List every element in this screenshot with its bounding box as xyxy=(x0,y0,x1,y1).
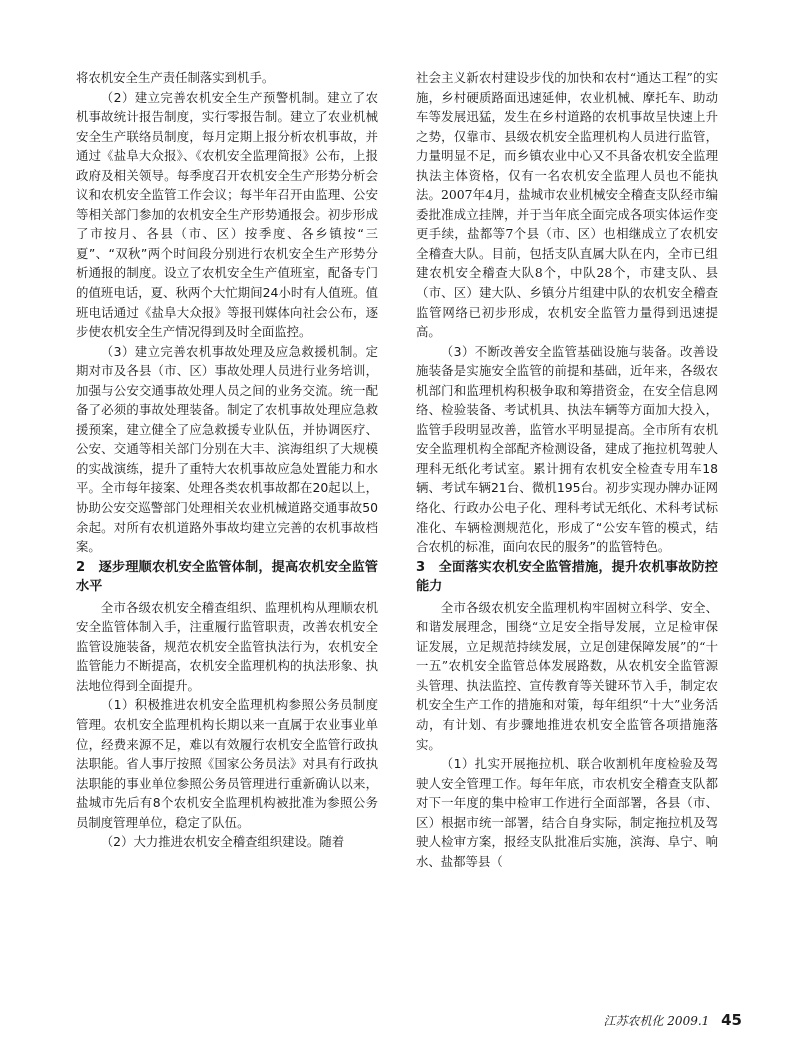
left-column xyxy=(76,68,378,852)
section-heading: 2 逐步理顺农机安全监管体制，提高农机安全监管水平 xyxy=(76,559,378,595)
section-heading: 3 全面落实农机安全监管措施，提升农机事故防控能力 xyxy=(416,559,718,595)
paragraph: 社会主义新农村建设步伐的加快和农村“通达工程”的实施，乡村硬质路面迅速延伸，农业机械、摩托车、助动车等发展迅猛，发生在乡村道路的农机事故呈快速上升之势，仅靠市、县级农机安全监理机构人员进行监管，力量明显不足，而乡镇农业中心又不具备农机安全监理执法主体资格，仅有一名农机安全监理人员也不能执法。2007年4月，盐城市农业机械安全稽查支队经市编委批准成立挂牌，并于当年底全面完成各项实体运作变更手续，盐都等7个县（市、区）也相继成立了农机安全稽查大队。目前，包括支队直属大队在内，全市已组建农机安全稽查大队8个，中队28个，市建支队、县（市、区）建大队、乡镇分片组建中队的农机安全稽查监管网络已初步形成，农机安全监管力量得到迅速提高。 xyxy=(416,70,718,340)
paragraph: 全市各级农机安全稽查组织、监理机构从理顺农机安全监管体制入手，注重履行监管职责，改善农机安全监管设施装备，规范农机安全监管执法行为，农机安全监管能力不断提高，农机安全监理机构的执法形象、执法地位得到全面提升。 xyxy=(76,599,378,693)
paragraph: （2）建立完善农机安全生产预警机制。建立了农机事故统计报告制度，实行零报告制。建立了农业机械安全生产联络员制度，每月定期上报分析农机事故，并通过《盐阜大众报》、《农机安全监理简报》公布，上报政府及相关领导。每季度召开农机安全生产形势分析会议和农机安全监管工作会议；每半年召开由监理、公安等相关部门参加的农机安全生产形势通报会。初步形成了市按月、各县（市、区）按季度、各乡镇按“三夏”、“双秋”两个时间段分别进行农机安全生产形势分析通报的制度。设立了农机安全生产值班室，配备专门的值班电话，夏、秋两个大忙期间24小时有人值班。值班电话通过《盐阜大众报》等报刊媒体向社会公布，逐步使农机安全生产情况得到及时全面监控。 xyxy=(76,89,378,340)
paragraph: （2）大力推进农机安全稽查组织建设。随着 xyxy=(100,834,345,850)
paragraph: （3）建立完善农机事故处理及应急救援机制。定期对市及各县（市、区）事故处理人员进行业务培训，加强与公安交通事故处理人员之间的业务交流。统一配备了必须的事故处理装备。制定了农机事故处理应急救援预案，建立健全了应急救援专业队伍，并协调医疗、公安、交通等相关部门分别在大丰、滨海组织了大规模的实战演练，提升了重特大农机事故应急处置能力和水平。全市每年接案、处理各类农机事故都在20起以上，协助公安交巡警部门处理相关农业机械道路交通事故50余起。对所有农机道路外事故均建立完善的农机事故档案。 xyxy=(76,343,378,555)
paragraph: 全市各级农机安全监理机构牢固树立科学、安全、和谐发展理念，围绕“立足安全指导发展，立足检审保证发展，立足规范持续发展，立足创建保障发展”的“十一五”农机安全监管总体发展路数，从农机安全监管源头管理、执法监控、宣传教育等关键环节入手，制定农机安全生产工作的措施和对策，每年组织“十大”业务活动，有计划、有步骤地推进农机安全监管各项措施落实。 xyxy=(416,599,718,752)
paragraph: （1）扎实开展拖拉机、联合收割机年度检验及驾驶人安全管理工作。每年年底，市农机安全稽查支队都对下一年度的集中检审工作进行全面部署，各县（市、区）根据市统一部署，结合自身实际，制定拖拉机及驾驶人检审方案，报经支队批准后实施，滨海、阜宁、响水、盐都等县（ xyxy=(416,756,718,869)
page-number: 45 xyxy=(721,1011,742,1029)
journal-name: 江苏农机化 2009.1 xyxy=(603,1014,710,1028)
page-footer xyxy=(603,1011,742,1029)
right-column xyxy=(416,68,718,871)
paragraph: （3）不断改善安全监管基础设施与装备。改善设施装备是实施安全监管的前提和基础，近年来，各级农机部门和监理机构积极争取和筹措资金，在安全信息网络、检验装备、考试机具、执法车辆等方面加大投入，监管手段明显改善，监管水平明显提高。全市所有农机安全监理机构全部配齐检测设备，建成了拖拉机驾驶人理科无纸化考试室。累计拥有农机安全检查专用车18辆、考试车辆21台、微机195台。初步实现办牌办证网络化、行政办公电子化、理科考试无纸化、术科考试标准化、车辆检测规范化，形成了“公安车管的模式，结合农机的标准，面向农民的服务”的监管特色。 xyxy=(416,343,718,555)
paragraph: （1）积极推进农机安全监理机构参照公务员制度管理。农机安全监理机构长期以来一直属于农业事业单位，经费来源不足，难以有效履行农机安全监管行政执法职能。省人事厅按照《国家公务员法》对具有行政执法职能的事业单位参照公务员管理进行重新确认以来，盐城市先后有8个农机安全监理机构被批准为参照公务员制度管理单位，稳定了队伍。 xyxy=(76,697,378,830)
paragraph: 将农机安全生产责任制落实到机手。 xyxy=(76,70,275,85)
